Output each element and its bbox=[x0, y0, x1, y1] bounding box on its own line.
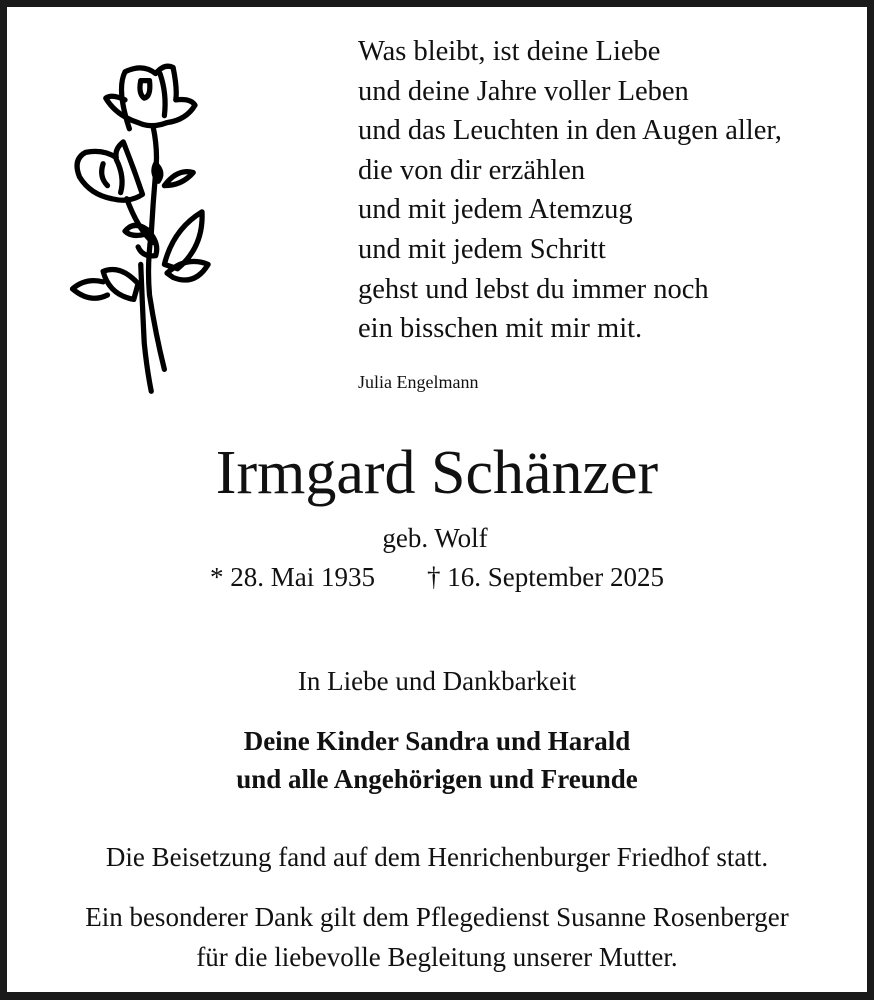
poem-line: gehst und lebst du immer noch bbox=[358, 273, 709, 305]
poem bbox=[358, 32, 782, 349]
life-dates bbox=[0, 562, 874, 593]
burial-note: Die Beisetzung fand auf dem Henrichenburger Friedhof statt. bbox=[105, 842, 769, 872]
closing-phrase: In Liebe und Dankbarkeit bbox=[297, 666, 577, 696]
poem-line: Was bleibt, ist deine Liebe bbox=[358, 36, 661, 67]
poem-line: ein bisschen mit mir mit. bbox=[358, 313, 643, 345]
poem-line: und deine Jahre voller Leben bbox=[358, 75, 689, 107]
poem-line: und das Leuchten in den Augen aller, bbox=[358, 115, 782, 147]
deceased-name: Irmgard Schänzer bbox=[215, 439, 659, 507]
birth-date: * 28. Mai 1935 bbox=[210, 562, 376, 592]
acknowledgement-line: für die liebevolle Begleitung unserer Mutter. bbox=[196, 942, 678, 972]
family-line: Deine Kinder Sandra und Harald bbox=[243, 726, 631, 756]
birth-name: geb. Wolf bbox=[382, 523, 488, 553]
poem-line: und mit jedem Atemzug bbox=[358, 194, 633, 226]
poem-author: Julia Engelmann bbox=[358, 372, 479, 392]
acknowledgement-line: Ein besonderer Dank gilt dem Pflegedienst Susanne Rosenberger bbox=[85, 902, 789, 932]
poem-line: die von dir erzählen bbox=[358, 154, 586, 186]
poem-line: und mit jedem Schritt bbox=[358, 233, 606, 265]
rose-icon bbox=[55, 35, 230, 415]
death-date: † 16. September 2025 bbox=[427, 562, 664, 592]
family-line: und alle Angehörigen und Freunde bbox=[236, 764, 638, 794]
